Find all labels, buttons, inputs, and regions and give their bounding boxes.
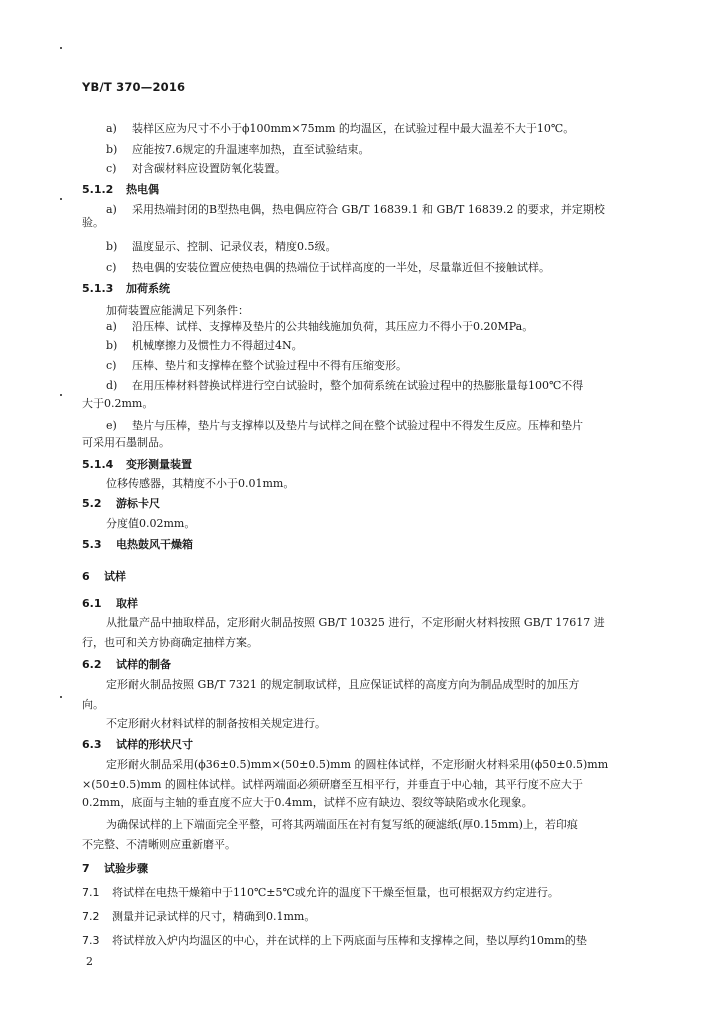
section-number: 5.2 <box>82 497 102 510</box>
continuation-line: 向。 <box>82 698 104 711</box>
list-marker: d) <box>106 379 118 392</box>
standard-header: YB/T 370—2016 <box>82 80 186 94</box>
scan-mark <box>60 394 62 396</box>
list-item-text: 采用热端封闭的B型热电偶，热电偶应符合 GB/T 16839.1 和 GB/T 16839.2 的要求，并定期校 <box>132 203 605 216</box>
list-item-text: 机械摩擦力及惯性力不得超过4N。 <box>132 339 303 352</box>
section-heading: 热电偶 <box>126 183 159 196</box>
section-heading: 试样的制备 <box>116 658 171 671</box>
list-marker: c) <box>106 261 117 274</box>
continuation-line: 可采用石墨制品。 <box>82 436 170 449</box>
continuation-line: ×(50±0.5)mm 的圆柱体试样。试样两端面必须研磨至互相平行，并垂直于中心轴，其平行度不应大于 <box>82 778 583 791</box>
list-item-text: 装样区应为尺寸不小于ϕ100mm×75mm 的均温区，在试验过程中最大温差不大于10℃。 <box>132 122 575 135</box>
list-marker: a) <box>106 320 117 333</box>
list-item-text: 垫片与压棒，垫片与支撑棒以及垫片与试样之间在整个试验过程中不得发生反应。压棒和垫片 <box>132 419 583 432</box>
section-number: 5.1.4 <box>82 458 114 471</box>
list-item-text: 温度显示、控制、记录仪表，精度0.5级。 <box>132 240 337 253</box>
section-heading: 试样 <box>104 570 126 583</box>
continuation-line: 大于0.2mm。 <box>82 397 154 410</box>
section-heading: 试验步骤 <box>104 862 148 875</box>
list-marker: c) <box>106 359 117 372</box>
section-number: 5.1.2 <box>82 183 114 196</box>
step-number: 7.1 <box>82 886 100 899</box>
step-text: 将试样放入炉内均温区的中心，并在试样的上下两底面与压棒和支撑棒之间，垫以厚约10mm的垫 <box>112 934 587 947</box>
step-text: 将试样在电热干燥箱中于110℃±5℃或允许的温度下干燥至恒量，也可根据双方约定进行。 <box>112 886 559 899</box>
section-heading: 游标卡尺 <box>116 497 160 510</box>
section-number: 5.3 <box>82 538 102 551</box>
paragraph-line: 为确保试样的上下端面完全平整，可将其两端面压在衬有复写纸的硬滤纸(厚0.15mm)上，若印痕 <box>106 818 578 831</box>
step-text: 测量并记录试样的尺寸，精确到0.1mm。 <box>112 910 316 923</box>
list-marker: b) <box>106 240 118 253</box>
scan-mark <box>60 47 62 49</box>
scan-mark <box>60 198 62 200</box>
section-heading: 取样 <box>116 597 138 610</box>
list-item-text: 应能按7.6规定的升温速率加热，直至试验结束。 <box>132 143 370 156</box>
list-item-text: 压棒、垫片和支撑棒在整个试验过程中不得有压缩变形。 <box>132 359 407 372</box>
list-marker: c) <box>106 162 117 175</box>
section-heading: 试样的形状尺寸 <box>116 738 193 751</box>
section-heading: 加荷系统 <box>126 282 170 295</box>
section-number: 6.2 <box>82 658 102 671</box>
list-marker: a) <box>106 203 117 216</box>
list-marker: b) <box>106 143 118 156</box>
section-heading: 电热鼓风干燥箱 <box>116 538 193 551</box>
list-marker: a) <box>106 122 117 135</box>
paragraph-line: 定形耐火制品采用(ϕ36±0.5)mm×(50±0.5)mm 的圆柱体试样，不定形耐火材料采用(ϕ50±0.5)mm <box>106 758 609 771</box>
page-number: 2 <box>86 955 93 968</box>
section-number: 7 <box>82 862 90 875</box>
step-number: 7.3 <box>82 934 100 947</box>
list-item-text: 对含碳材料应设置防氧化装置。 <box>132 162 286 175</box>
list-item-text: 在用压棒材料替换试样进行空白试验时，整个加荷系统在试验过程中的热膨胀量每100℃不得 <box>132 379 584 392</box>
paragraph-line: 定形耐火制品按照 GB/T 7321 的规定制取试样，且应保证试样的高度方向为制品成型时的加压方 <box>106 678 580 691</box>
section-number: 6.1 <box>82 597 102 610</box>
list-marker: b) <box>106 339 118 352</box>
section-number: 6.3 <box>82 738 102 751</box>
section-number: 5.1.3 <box>82 282 114 295</box>
paragraph-line: 从批量产品中抽取样品，定形耐火制品按照 GB/T 10325 进行，不定形耐火材料按照 GB/T 17617 进 <box>106 616 605 629</box>
continuation-line: 行，也可和关方协商确定抽样方案。 <box>82 636 258 649</box>
list-item-text: 热电偶的安装位置应使热电偶的热端位于试样高度的一半处，尽量靠近但不接触试样。 <box>132 261 550 274</box>
continuation-line: 不完整、不清晰则应重新磨平。 <box>82 838 236 851</box>
step-number: 7.2 <box>82 910 100 923</box>
paragraph-line: 分度值0.02mm。 <box>106 517 196 530</box>
list-marker: e) <box>106 419 117 432</box>
section-heading: 变形测量装置 <box>126 458 192 471</box>
continuation-line: 0.2mm，底面与主轴的垂直度不应大于0.4mm，试样不应有缺边、裂纹等缺陷或水化现象。 <box>82 796 533 809</box>
paragraph-line: 位移传感器，其精度不小于0.01mm。 <box>106 477 295 490</box>
section-number: 6 <box>82 570 90 583</box>
paragraph-line: 不定形耐火材料试样的制备按相关规定进行。 <box>106 717 326 730</box>
continuation-line: 验。 <box>82 216 104 229</box>
scan-mark <box>60 696 62 698</box>
paragraph-line: 加荷装置应能满足下列条件： <box>106 304 249 317</box>
list-item-text: 沿压棒、试样、支撑棒及垫片的公共轴线施加负荷，其压应力不得小于0.20MPa。 <box>132 320 534 333</box>
